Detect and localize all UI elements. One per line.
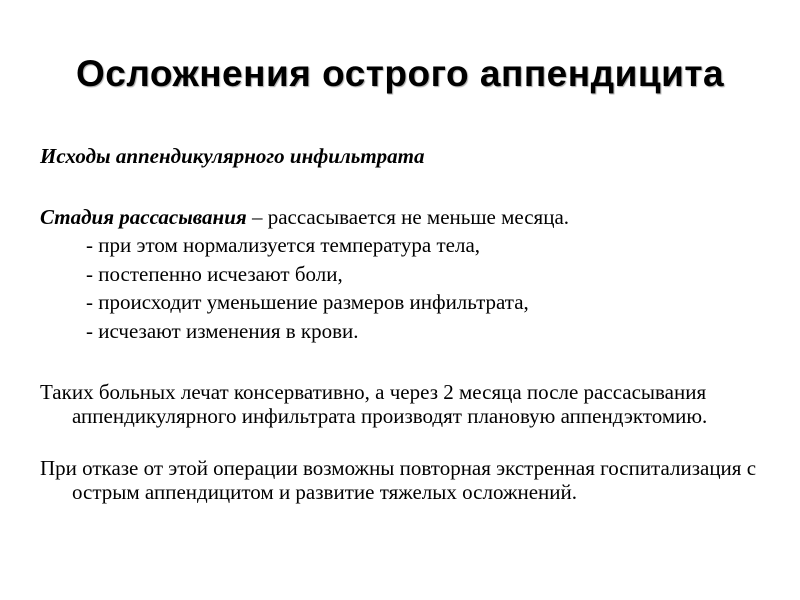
list-item: - постепенно исчезают боли, [86,261,343,286]
list-item: - при этом нормализуется температура тела, [86,233,481,257]
stage-description: – рассасывается не меньше месяца. [246,205,570,229]
symptom-list [86,231,529,345]
treatment-paragraph: Таких больных лечат консервативно, а через 2 месяца после рассасывания аппендикулярного инфильтрата производят плановую аппендэктомию. [40,380,708,428]
refusal-paragraph: При отказе от этой операции возможны повторная экстренная госпитализация с острым аппендицитом и развитие тяжелых осложнений. [40,456,757,504]
slide-title: Осложнения острого аппендицита [75,53,725,94]
stage-line [40,203,569,231]
list-item: - происходит уменьшение размеров инфильтрата, [86,290,529,314]
list-item: - исчезают изменения в крови. [86,318,359,343]
stage-name: Стадия рассасывания [40,205,247,229]
subheading: Исходы аппендикулярного инфильтрата [40,144,425,168]
